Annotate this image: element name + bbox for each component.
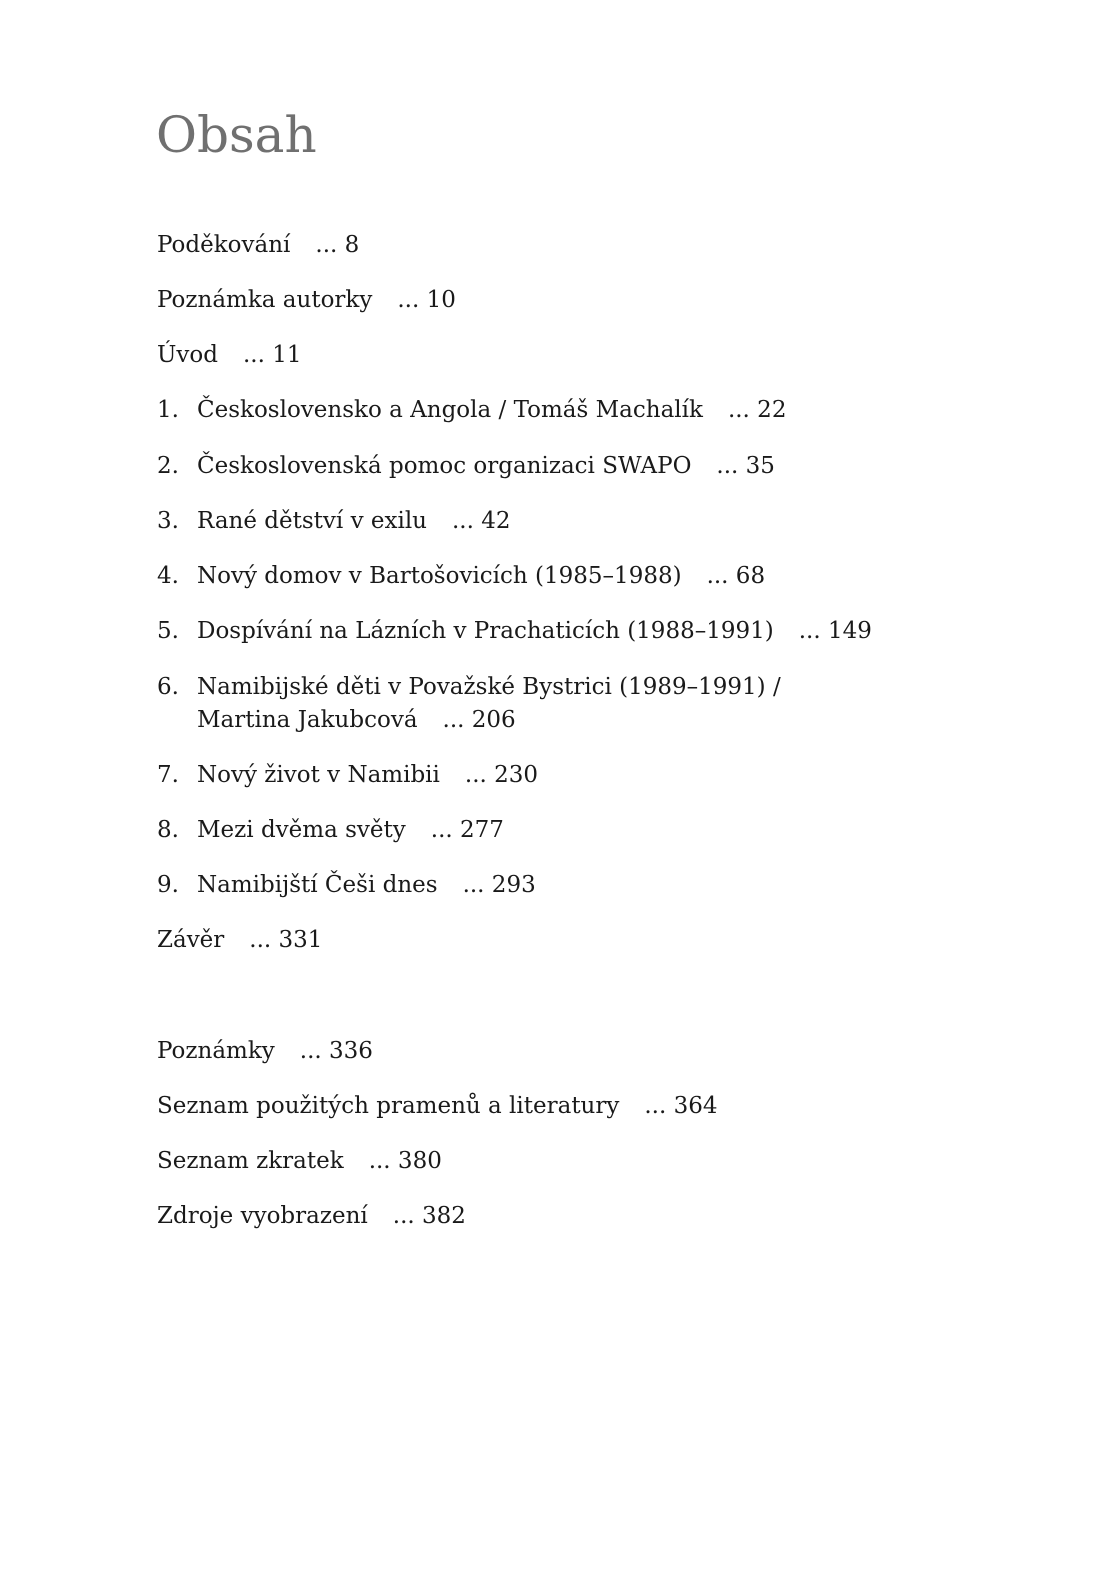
toc-entry-podekovani[interactable] xyxy=(157,229,359,262)
toc-entry-page: ... 364 xyxy=(644,1093,718,1119)
toc-entry-page: ... 336 xyxy=(299,1038,373,1064)
toc-entry-title: Dospívání na Lázních v Prachaticích (1988–1991) xyxy=(197,618,774,644)
toc-entry-page: ... 277 xyxy=(430,817,504,843)
toc-entry-title: Nový život v Namibii xyxy=(197,762,440,788)
toc-entry-title: Československá pomoc organizaci SWAPO xyxy=(197,453,692,479)
toc-entry-number: 7. xyxy=(157,762,179,788)
toc-entry-uvod[interactable] xyxy=(157,339,301,372)
toc-entry-title: Úvod xyxy=(157,342,218,368)
toc-entry-chapter-6[interactable] xyxy=(157,671,781,737)
toc-entry-seznam-zkratek[interactable] xyxy=(157,1145,442,1178)
toc-entry-page: ... 382 xyxy=(392,1203,466,1229)
toc-entry-title-line2: Martina Jakubcová xyxy=(197,707,418,733)
toc-entry-title: Mezi dvěma světy xyxy=(197,817,406,843)
toc-entry-title: Zdroje vyobrazení xyxy=(157,1203,368,1229)
toc-entry-page: ... 68 xyxy=(706,563,766,589)
toc-entry-poznamka-autorky[interactable] xyxy=(157,284,456,317)
toc-entry-title: Seznam použitých pramenů a literatury xyxy=(157,1093,620,1119)
toc-entry-title: Nový domov v Bartošovicích (1985–1988) xyxy=(197,563,682,589)
toc-entry-title: Rané dětství v exilu xyxy=(197,508,427,534)
toc-entry-number: 9. xyxy=(157,872,179,898)
toc-entry-chapter-2[interactable] xyxy=(157,450,775,483)
toc-entry-title-line1: Namibijské děti v Považské Bystrici (1989–1991) / xyxy=(197,674,781,700)
toc-entry-title: Namibijští Češi dnes xyxy=(197,872,438,898)
toc-entry-title: Poděkování xyxy=(157,232,291,258)
toc-entry-zdroje-vyobrazeni[interactable] xyxy=(157,1200,466,1233)
toc-entry-zaver[interactable] xyxy=(157,924,322,957)
toc-entry-chapter-4[interactable] xyxy=(157,560,765,593)
toc-entry-chapter-7[interactable] xyxy=(157,759,538,792)
toc-entry-page: ... 10 xyxy=(397,287,456,313)
toc-entry-page: ... 380 xyxy=(368,1148,442,1174)
toc-entry-chapter-1[interactable] xyxy=(157,394,786,427)
toc-entry-page: ... 206 xyxy=(442,707,516,733)
toc-entry-number: 1. xyxy=(157,397,179,423)
toc-entry-number: 3. xyxy=(157,508,179,534)
toc-entry-number: 4. xyxy=(157,563,179,589)
toc-entry-page: ... 8 xyxy=(315,232,360,258)
toc-entry-number: 2. xyxy=(157,453,179,479)
toc-entry-page: ... 22 xyxy=(727,397,787,423)
toc-entry-poznamky[interactable] xyxy=(157,1035,373,1068)
toc-entry-number: 5. xyxy=(157,618,179,644)
toc-entry-title: Seznam zkratek xyxy=(157,1148,344,1174)
toc-entry-title: Závěr xyxy=(157,927,225,953)
toc-entry-title: Československo a Angola / Tomáš Machalík xyxy=(197,397,703,423)
toc-entry-number: 6. xyxy=(157,674,179,700)
toc-entry-page: ... 230 xyxy=(464,762,539,788)
toc-entry-chapter-8[interactable] xyxy=(157,814,504,847)
toc-entry-page: ... 331 xyxy=(249,927,323,953)
toc-entry-page: ... 293 xyxy=(462,872,536,898)
page-title: Obsah xyxy=(156,106,317,164)
toc-entry-seznam-pramenu[interactable] xyxy=(157,1090,718,1123)
toc-entry-page: ... 11 xyxy=(242,342,302,368)
toc-entry-title: Poznámky xyxy=(157,1038,275,1064)
toc-entry-chapter-5[interactable] xyxy=(157,615,872,648)
toc-entry-title: Poznámka autorky xyxy=(157,287,373,313)
toc-entry-page: ... 42 xyxy=(452,508,511,534)
toc-entry-page: ... 35 xyxy=(716,453,775,479)
toc-entry-page: ... 149 xyxy=(798,618,872,644)
toc-entry-chapter-3[interactable] xyxy=(157,505,511,538)
toc-entry-title-line2-wrap xyxy=(157,704,781,737)
toc-entry-chapter-9[interactable] xyxy=(157,869,536,902)
toc-entry-number: 8. xyxy=(157,817,179,843)
